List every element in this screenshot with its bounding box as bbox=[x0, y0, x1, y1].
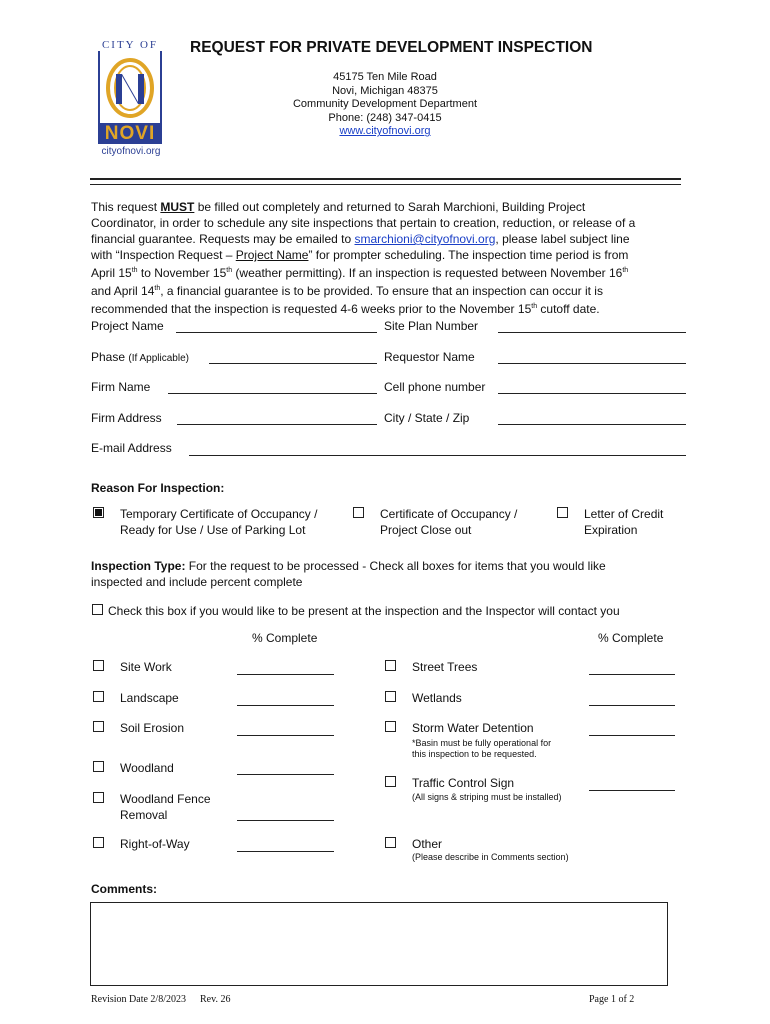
woodland-label: Woodland bbox=[120, 761, 174, 775]
woodland-fence-removal-checkbox[interactable] bbox=[93, 792, 104, 803]
revision-number: Rev. 26 bbox=[200, 994, 231, 1005]
site-work-label: Site Work bbox=[120, 660, 172, 674]
label-requestor-name: Requestor Name bbox=[384, 350, 475, 364]
label-email-address: E-mail Address bbox=[91, 441, 172, 455]
street-trees-label: Street Trees bbox=[412, 660, 478, 674]
right-of-way-label: Right-of-Way bbox=[120, 837, 190, 851]
firm-address-field[interactable] bbox=[177, 424, 377, 425]
right-of-way-percent-field[interactable] bbox=[237, 851, 334, 852]
reason-label-tco: Temporary Certificate of Occupancy / Ready for Use / Use of Parking Lot bbox=[120, 507, 318, 537]
phase-field[interactable] bbox=[209, 363, 377, 364]
woodland-percent-field[interactable] bbox=[237, 774, 334, 775]
woodland-fence-removal-percent-field[interactable] bbox=[237, 820, 334, 821]
storm-water-detention-percent-field[interactable] bbox=[589, 735, 675, 736]
soil-erosion-percent-field[interactable] bbox=[237, 735, 334, 736]
present-label: Check this box if you would like to be present at the inspection and the Inspector will contact you bbox=[108, 604, 620, 618]
reason-label-co: Certificate of Occupancy / Project Close out bbox=[380, 507, 518, 537]
traffic-control-sign-label: Traffic Control Sign bbox=[412, 776, 515, 790]
other-checkbox[interactable] bbox=[385, 837, 396, 848]
label-project-name: Project Name bbox=[91, 319, 164, 333]
project-name-field[interactable] bbox=[176, 332, 377, 333]
phone: Phone: (248) 347-0415 bbox=[328, 111, 442, 124]
firm-name-field[interactable] bbox=[168, 393, 377, 394]
label-phase: Phase (If Applicable) bbox=[91, 350, 189, 364]
city-state-zip-field[interactable] bbox=[498, 424, 686, 425]
storm-water-note: *Basin must be fully operational for this inspection to be requested. bbox=[412, 738, 552, 759]
logo-url: cityofnovi.org bbox=[101, 146, 161, 157]
label-cell-phone: Cell phone number bbox=[384, 380, 486, 394]
site-plan-number-field[interactable] bbox=[498, 332, 686, 333]
right-of-way-checkbox[interactable] bbox=[93, 837, 104, 848]
storm-water-detention-label: Storm Water Detention bbox=[412, 721, 534, 735]
pct-complete-left-header: % Complete bbox=[252, 631, 318, 645]
requestor-name-field[interactable] bbox=[498, 363, 686, 364]
soil-erosion-label: Soil Erosion bbox=[120, 721, 185, 735]
reason-checkbox-tco[interactable] bbox=[93, 507, 104, 518]
woodland-checkbox[interactable] bbox=[93, 761, 104, 772]
woodland-fence-removal-label: Woodland Fence Removal bbox=[120, 792, 211, 822]
logo-emblem-icon bbox=[102, 54, 158, 122]
address-line-1: 45175 Ten Mile Road bbox=[333, 71, 437, 83]
label-city-state-zip: City / State / Zip bbox=[384, 411, 470, 425]
inspection-type-text: Inspection Type: For the request to be processed - Check all boxes for items that you would like inspected and include percent complete bbox=[91, 559, 606, 589]
reason-checkbox-co[interactable] bbox=[353, 507, 364, 518]
wetlands-label: Wetlands bbox=[412, 691, 462, 705]
site-work-checkbox[interactable] bbox=[93, 660, 104, 671]
header-divider bbox=[90, 178, 681, 180]
intro-paragraph: This request MUST be filled out completely and returned to Sarah Marchioni, Building Project Coordinator, in order to schedule any site inspections that pertain to creation, reduction, or release of a financial guarantee. Requests may be emailed to smarchioni@cityofnovi.org, please label subject line with “Inspection Request – Project Name” for prompter scheduling. The inspection time period is from April 15th to November 15th (weather permitting). If an inspection is requested between November 16th and April 14th, a financial guarantee is to be provided. To ensure that an inspection can occur it is recommended that the inspection is requested 4-6 weeks prior to the November 15th cutoff date. bbox=[91, 200, 636, 316]
traffic-control-note: (All signs & striping must be installed) bbox=[412, 792, 562, 802]
reason-heading: Reason For Inspection: bbox=[91, 481, 225, 495]
header-address bbox=[190, 71, 580, 139]
traffic-control-sign-percent-field[interactable] bbox=[589, 790, 675, 791]
header-divider-thin bbox=[90, 184, 681, 185]
inspection-type-heading: Inspection Type: bbox=[91, 559, 186, 573]
logo-name: NOVI bbox=[104, 123, 156, 144]
storm-water-detention-checkbox[interactable] bbox=[385, 721, 396, 732]
revision-date: Revision Date 2/8/2023 bbox=[91, 994, 186, 1005]
must-emphasis: MUST bbox=[160, 200, 195, 214]
comments-heading: Comments: bbox=[91, 882, 158, 896]
landscape-checkbox[interactable] bbox=[93, 691, 104, 702]
street-trees-checkbox[interactable] bbox=[385, 660, 396, 671]
label-firm-address: Firm Address bbox=[91, 411, 162, 425]
cell-phone-field[interactable] bbox=[498, 393, 686, 394]
traffic-control-sign-checkbox[interactable] bbox=[385, 776, 396, 787]
email-address-field[interactable] bbox=[189, 455, 686, 456]
logo-city-of: CITY OF bbox=[98, 39, 162, 51]
wetlands-percent-field[interactable] bbox=[589, 705, 675, 706]
department: Community Development Department bbox=[292, 98, 478, 111]
reason-label-loc: Letter of Credit Expiration bbox=[584, 507, 664, 537]
landscape-label: Landscape bbox=[120, 691, 179, 705]
soil-erosion-checkbox[interactable] bbox=[93, 721, 104, 732]
comments-box[interactable] bbox=[90, 902, 668, 986]
landscape-percent-field[interactable] bbox=[237, 705, 334, 706]
email-link[interactable]: smarchioni@cityofnovi.org bbox=[354, 232, 496, 246]
reason-checkbox-loc[interactable] bbox=[557, 507, 568, 518]
label-firm-name: Firm Name bbox=[91, 380, 151, 394]
site-work-percent-field[interactable] bbox=[237, 674, 334, 675]
page-title: REQUEST FOR PRIVATE DEVELOPMENT INSPECTION bbox=[190, 39, 593, 56]
street-trees-percent-field[interactable] bbox=[589, 674, 675, 675]
website-link[interactable]: www.cityofnovi.org bbox=[339, 125, 431, 138]
other-note: (Please describe in Comments section) bbox=[412, 852, 569, 862]
address-line-2: Novi, Michigan 48375 bbox=[332, 84, 438, 97]
label-site-plan-number: Site Plan Number bbox=[384, 319, 479, 333]
pct-complete-right-header: % Complete bbox=[598, 631, 664, 645]
present-checkbox[interactable] bbox=[92, 604, 103, 615]
other-label: Other bbox=[412, 837, 443, 851]
city-logo bbox=[92, 39, 170, 160]
wetlands-checkbox[interactable] bbox=[385, 691, 396, 702]
page-number: Page 1 of 2 bbox=[589, 994, 635, 1005]
